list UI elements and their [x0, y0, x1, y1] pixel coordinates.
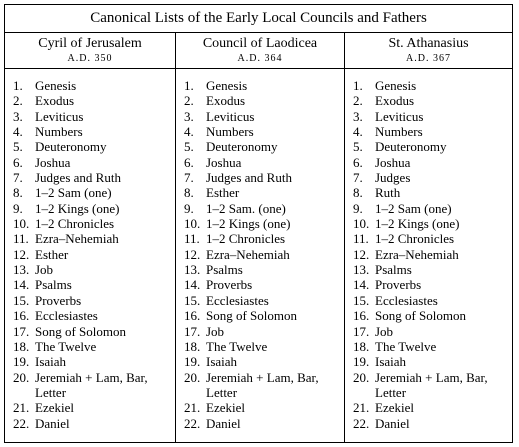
item-number: 5. [353, 139, 363, 155]
item-title: Ruth [375, 185, 401, 201]
column-header [345, 33, 512, 69]
item-title: Genesis [35, 78, 77, 93]
item-title: 1–2 Chronicles [206, 231, 286, 247]
list-item [184, 400, 344, 415]
list-item [353, 293, 512, 308]
item-title: Joshua [206, 154, 242, 170]
item-number: 18. [353, 338, 370, 354]
list-item [184, 308, 344, 323]
item-title: Ezekiel [206, 400, 245, 416]
item-title: Ezekiel [35, 400, 74, 416]
item-title: Psalms [35, 277, 72, 293]
item-number: 1. [13, 78, 23, 93]
list-item [13, 339, 175, 354]
list-item [353, 354, 512, 369]
item-number: 4. [184, 124, 194, 140]
item-number: 4. [353, 124, 363, 140]
list-item [184, 109, 344, 124]
item-title: Job [206, 323, 225, 339]
list-item [13, 78, 175, 93]
table-title: Canonical Lists of the Early Local Councils and Fathers [5, 5, 512, 33]
list-item [13, 354, 175, 369]
list-item [184, 231, 344, 246]
list-item [184, 170, 344, 185]
item-number: 19. [353, 354, 370, 370]
item-number: 8. [13, 185, 23, 201]
list-item [353, 308, 512, 323]
column-header [5, 33, 175, 69]
item-number: 4. [13, 124, 23, 140]
list-item [13, 124, 175, 139]
item-title: Proverbs [375, 277, 422, 293]
item-title: 1–2 Sam. (one) [206, 200, 286, 216]
item-number: 2. [13, 93, 23, 109]
item-title: 1–2 Kings (one) [375, 216, 460, 232]
item-number: 8. [353, 185, 363, 201]
item-number: 9. [353, 200, 363, 216]
item-number: 3. [353, 108, 363, 124]
list-item [184, 262, 344, 277]
list-item [13, 170, 175, 185]
item-title: Ecclesiastes [35, 308, 98, 324]
list-item [184, 416, 344, 431]
item-number: 5. [13, 139, 23, 155]
list-item [184, 78, 344, 93]
item-title: Leviticus [35, 108, 84, 124]
list-item [184, 339, 344, 354]
item-title-continuation: Letter [206, 384, 238, 400]
list-item [184, 370, 344, 401]
item-number: 19. [184, 354, 201, 370]
item-title: 1–2 Sam (one) [375, 200, 452, 216]
list-item [13, 277, 175, 292]
item-title: Song of Solomon [206, 308, 298, 324]
item-title: Ecclesiastes [375, 292, 438, 308]
list-item [353, 170, 512, 185]
item-number: 22. [184, 415, 201, 431]
list-item [353, 247, 512, 262]
list-item [13, 416, 175, 431]
item-number: 3. [13, 108, 23, 124]
item-title: Leviticus [375, 108, 424, 124]
item-number: 20. [184, 369, 201, 385]
list-item [353, 324, 512, 339]
item-number: 19. [13, 354, 30, 370]
item-number: 20. [13, 369, 30, 385]
list-item [353, 416, 512, 431]
item-title: Exodus [206, 93, 245, 109]
list-item [184, 124, 344, 139]
item-title: Song of Solomon [375, 308, 467, 324]
item-title: Numbers [35, 124, 83, 140]
list-item [184, 185, 344, 200]
item-number: 22. [13, 415, 30, 431]
item-title: Daniel [206, 415, 241, 431]
list-item [13, 370, 175, 401]
list-item [184, 324, 344, 339]
item-number: 18. [13, 338, 30, 354]
item-title: Deuteronomy [206, 139, 278, 155]
book-list [5, 69, 175, 431]
item-title: Jeremiah + Lam, Bar, [35, 369, 148, 385]
column-header [176, 33, 344, 69]
list-item [353, 93, 512, 108]
column-date: A.D. 364 [237, 53, 283, 64]
item-number: 7. [13, 170, 23, 186]
item-title: Exodus [35, 93, 74, 109]
list-item [13, 185, 175, 200]
item-title: Joshua [35, 154, 71, 170]
item-title: Proverbs [35, 292, 82, 308]
list-item [13, 324, 175, 339]
item-title-continuation: Letter [35, 384, 67, 400]
item-number: 2. [353, 93, 363, 109]
item-title: Psalms [375, 262, 412, 278]
list-item [353, 400, 512, 415]
item-number: 14. [13, 277, 30, 293]
item-title: Judges [375, 170, 411, 186]
item-number: 7. [353, 170, 363, 186]
item-number: 6. [13, 154, 23, 170]
item-number: 13. [353, 262, 370, 278]
item-number: 3. [184, 108, 194, 124]
item-number: 15. [353, 292, 370, 308]
item-title: Daniel [375, 415, 410, 431]
list-item [353, 139, 512, 154]
item-title: Deuteronomy [35, 139, 107, 155]
item-number: 13. [13, 262, 30, 278]
item-number: 21. [353, 400, 370, 416]
column-name: St. Athanasius [388, 36, 469, 51]
item-number: 8. [184, 185, 194, 201]
item-number: 6. [184, 154, 194, 170]
list-item [184, 216, 344, 231]
item-number: 17. [353, 323, 370, 339]
item-number: 17. [13, 323, 30, 339]
item-number: 15. [184, 292, 201, 308]
item-title: 1–2 Chronicles [375, 231, 455, 247]
list-item [13, 93, 175, 108]
item-number: 12. [353, 246, 370, 262]
item-title: 1–2 Chronicles [35, 216, 115, 232]
item-title: 1–2 Kings (one) [35, 200, 120, 216]
list-item [184, 354, 344, 369]
list-item [353, 231, 512, 246]
item-title: Song of Solomon [35, 323, 127, 339]
item-number: 11. [184, 231, 200, 247]
item-title: Psalms [206, 262, 243, 278]
item-title: Ecclesiastes [206, 292, 269, 308]
column-name: Cyril of Jerusalem [38, 36, 142, 51]
item-title: Genesis [375, 78, 417, 93]
list-item [13, 231, 175, 246]
item-title: The Twelve [206, 338, 268, 354]
item-number: 11. [13, 231, 29, 247]
list-item [184, 93, 344, 108]
book-list [345, 69, 512, 431]
canon-table [4, 4, 513, 443]
item-title: Daniel [35, 415, 70, 431]
list-item [184, 201, 344, 216]
list-item [13, 247, 175, 262]
item-number: 16. [184, 308, 201, 324]
item-number: 17. [184, 323, 201, 339]
list-item [13, 400, 175, 415]
item-title: Ezra–Nehemiah [375, 246, 459, 262]
item-title: Joshua [375, 154, 411, 170]
item-title: The Twelve [375, 338, 437, 354]
item-number: 22. [353, 415, 370, 431]
item-number: 13. [184, 262, 201, 278]
item-number: 18. [184, 338, 201, 354]
book-list [176, 69, 344, 431]
item-title: 1–2 Sam (one) [35, 185, 112, 201]
item-title: 1–2 Kings (one) [206, 216, 291, 232]
list-item [13, 201, 175, 216]
column-athanasius [344, 33, 512, 442]
list-item [353, 370, 512, 401]
item-number: 21. [13, 400, 30, 416]
list-item [184, 139, 344, 154]
item-title: Ezra–Nehemiah [35, 231, 119, 247]
item-number: 11. [353, 231, 369, 247]
item-title: Job [35, 262, 54, 278]
item-number: 12. [184, 246, 201, 262]
list-item [353, 109, 512, 124]
list-item [184, 155, 344, 170]
list-item [353, 185, 512, 200]
list-item [353, 262, 512, 277]
item-title: Proverbs [206, 277, 253, 293]
list-item [13, 216, 175, 231]
column-cyril [5, 33, 175, 442]
item-number: 16. [13, 308, 30, 324]
item-title: Esther [35, 246, 69, 262]
item-number: 5. [184, 139, 194, 155]
item-number: 21. [184, 400, 201, 416]
list-item [13, 155, 175, 170]
item-title-continuation: Letter [375, 384, 407, 400]
item-title: Judges and Ruth [206, 170, 292, 186]
list-item [13, 262, 175, 277]
list-item [353, 216, 512, 231]
list-item [353, 78, 512, 93]
list-item [353, 277, 512, 292]
list-item [184, 293, 344, 308]
item-title: Isaiah [35, 354, 67, 370]
item-title: Deuteronomy [375, 139, 447, 155]
item-title: Genesis [206, 78, 248, 93]
item-title: Isaiah [375, 354, 407, 370]
item-title: Exodus [375, 93, 414, 109]
list-item [13, 308, 175, 323]
item-number: 2. [184, 93, 194, 109]
item-number: 10. [184, 216, 201, 232]
item-title: Job [375, 323, 394, 339]
item-title: The Twelve [35, 338, 97, 354]
item-number: 10. [353, 216, 370, 232]
list-item [13, 139, 175, 154]
item-title: Ezra–Nehemiah [206, 246, 290, 262]
item-number: 7. [184, 170, 194, 186]
item-number: 15. [13, 292, 30, 308]
item-number: 14. [184, 277, 201, 293]
column-laodicea [175, 33, 344, 442]
item-number: 9. [13, 200, 23, 216]
item-title: Numbers [375, 124, 423, 140]
list-item [13, 109, 175, 124]
item-number: 9. [184, 200, 194, 216]
item-title: Isaiah [206, 354, 238, 370]
list-item [353, 124, 512, 139]
list-item [184, 277, 344, 292]
item-title: Numbers [206, 124, 254, 140]
item-number: 20. [353, 369, 370, 385]
item-title: Leviticus [206, 108, 255, 124]
list-item [353, 155, 512, 170]
column-date: A.D. 350 [67, 53, 113, 64]
item-number: 6. [353, 154, 363, 170]
column-name: Council of Laodicea [202, 36, 318, 51]
item-title: Ezekiel [375, 400, 414, 416]
item-title: Esther [206, 185, 240, 201]
item-number: 12. [13, 246, 30, 262]
item-number: 16. [353, 308, 370, 324]
column-date: A.D. 367 [406, 53, 451, 64]
item-number: 14. [353, 277, 370, 293]
item-number: 10. [13, 216, 30, 232]
list-item [13, 293, 175, 308]
list-item [353, 201, 512, 216]
item-number: 1. [353, 78, 363, 93]
item-title: Jeremiah + Lam, Bar, [206, 369, 319, 385]
item-title: Judges and Ruth [35, 170, 121, 186]
item-number: 1. [184, 78, 194, 93]
list-item [184, 247, 344, 262]
list-item [353, 339, 512, 354]
item-title: Jeremiah + Lam, Bar, [375, 369, 488, 385]
